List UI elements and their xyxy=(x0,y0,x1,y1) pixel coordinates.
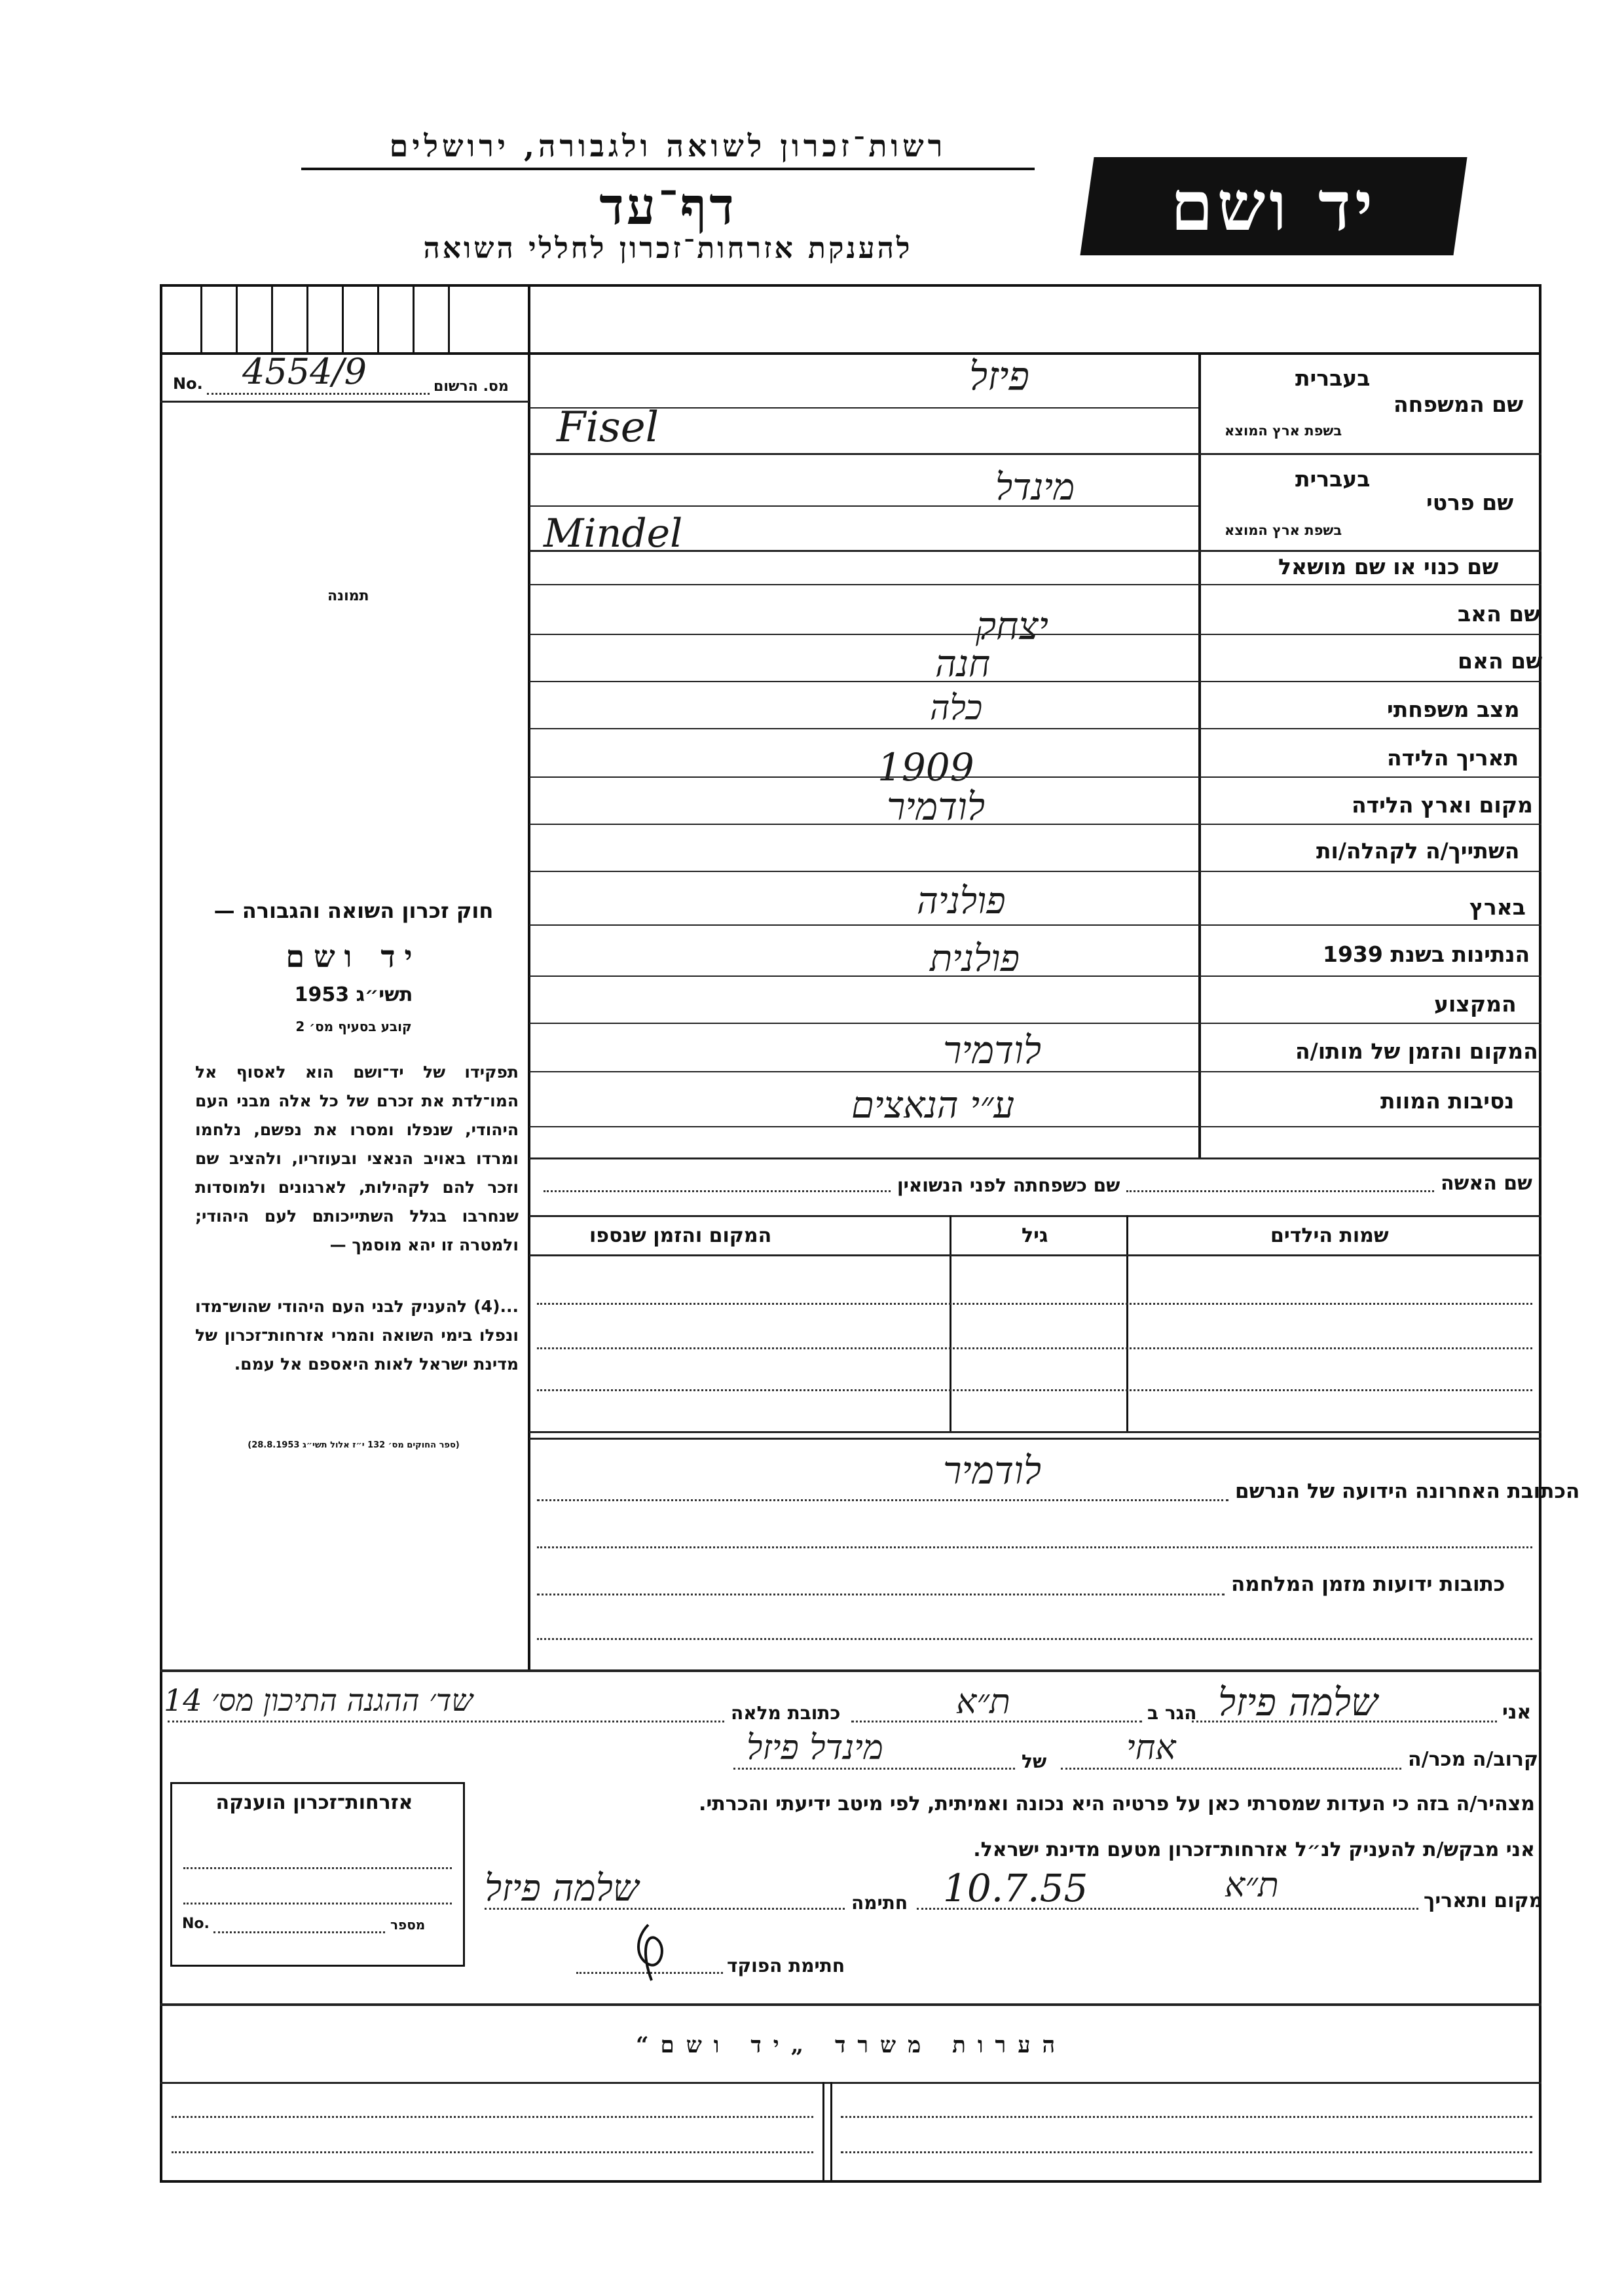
remarks-row xyxy=(172,2151,813,2153)
registration-line xyxy=(207,393,430,395)
death-circ-label: נסיבות המוות xyxy=(1380,1088,1515,1114)
full-address-label: כתובת מלאה xyxy=(731,1702,841,1724)
remarks-divider xyxy=(160,2003,1541,2006)
certificate-number-label: מספר xyxy=(390,1917,426,1933)
line xyxy=(529,924,1541,926)
date-value: 10.7.55 xyxy=(943,1866,1088,1910)
law-para-2: ...(4) להעניק לבני העם היהודי שהוש־מדו ונפלו בימי השואה והמרי אזרחות־זכרון של מדינת ישראל לאות היאספם אל עמם. xyxy=(195,1297,519,1374)
law-para-1: תפקידו של יד־ושם הוא לאסוף אל המו־לדת את זכרם של כל אלה מבני העם היהודי, שנפלו ומסרו את נפשם, נלחמו ומרדו באויב הנאצי ובעוזריו, ולהציב שם וזכר להם לקהילות, לארגונים ולמוסדות שנחרבו בגלל השתייכותם לעם היהודי; ולמטרה זו יהא מוסמך — xyxy=(195,1063,519,1254)
signature-label: חתימה xyxy=(851,1892,908,1914)
relative-value: אחי xyxy=(1126,1728,1176,1768)
line xyxy=(529,1438,1541,1440)
remarks-title: הערות משרד „יד ושם“ xyxy=(635,2032,1067,2058)
registration-prefix: No. xyxy=(173,374,203,393)
top-cell-divider xyxy=(342,284,344,355)
nickname-label: שם כנוי או שם מושאל xyxy=(1278,554,1499,579)
line xyxy=(529,681,1541,682)
i-label: אני xyxy=(1502,1701,1532,1724)
signature-value: שלמה פיזל xyxy=(485,1867,639,1910)
logo-text: יד ושם xyxy=(1170,166,1377,246)
remarks-row xyxy=(841,2151,1532,2153)
remarks-row xyxy=(841,2116,1532,2118)
line xyxy=(529,1431,1541,1433)
children-row xyxy=(537,1347,1532,1349)
certificate-line xyxy=(183,1867,452,1869)
of-value: מינדל פיזל xyxy=(747,1728,883,1768)
family-name-latin-value: Fisel xyxy=(557,403,659,452)
mother-label: שם האם xyxy=(1458,648,1543,674)
country-label: בארץ xyxy=(1469,894,1526,920)
address-line xyxy=(537,1638,1532,1640)
registration-label: מס. הרשום xyxy=(434,378,509,395)
birthdate-value: 1909 xyxy=(877,745,974,790)
wartime-address-label: כתובות ידועות מזמן המלחמה xyxy=(1231,1573,1505,1596)
law-year: תשי״ג 1953 xyxy=(294,983,413,1006)
law-source: (ספר החוקים מס׳ 132 י״ז אלול תשי״ג 28.8.1953) xyxy=(248,1440,460,1450)
photo-label: תמונה xyxy=(327,588,369,604)
birthplace-value: לודמיר xyxy=(887,784,985,829)
top-cell-divider xyxy=(236,284,238,355)
line xyxy=(529,824,1541,825)
death-circ-value: ע״י הנאצים xyxy=(851,1084,1015,1127)
left-column-divider xyxy=(528,284,530,1669)
of-label: של xyxy=(1022,1751,1047,1772)
org-line: רשות־זכרון לשואה ולגבורה, ירושלים xyxy=(301,128,1035,170)
first-name-label: שם פרטי xyxy=(1426,490,1514,515)
resides-label: הגר ב xyxy=(1147,1702,1197,1724)
marital-value: כלה xyxy=(930,689,983,728)
children-row xyxy=(537,1303,1532,1305)
certificate-title: אזרחות־זכרון הוענקה xyxy=(215,1791,413,1814)
children-header-place: המקום והזמן שנספו xyxy=(589,1224,772,1247)
wife-label: שם האשה xyxy=(1441,1172,1532,1195)
yad-vashem-logo xyxy=(1080,157,1467,255)
children-header-names: שמות הילדים xyxy=(1270,1224,1389,1247)
request-text: אני מבקש/ת להעניק לנ״ל אזרחות־זכרון מטעם מדינת ישראל. xyxy=(973,1838,1535,1861)
form-subtitle: להענקת אזרחות־זכרון לחללי השואה xyxy=(423,232,913,265)
remarks-row xyxy=(172,2116,813,2118)
line xyxy=(529,871,1541,872)
profession-label: המקצוע xyxy=(1434,991,1517,1017)
community-label: השתייך/ה לקהלה/ות xyxy=(1316,838,1520,864)
death-place-label: המקום והזמן של מותו/ה xyxy=(1295,1038,1538,1064)
place-value: ת״א xyxy=(1225,1866,1279,1905)
line xyxy=(529,776,1541,778)
wartime-line xyxy=(537,1594,1225,1595)
line xyxy=(529,1071,1541,1072)
top-cell-divider xyxy=(377,284,379,355)
line xyxy=(529,1254,1541,1256)
birthdate-label: תאריך הלידה xyxy=(1387,745,1519,771)
line xyxy=(529,975,1541,977)
remarks-line xyxy=(160,2082,1541,2084)
address-line xyxy=(537,1546,1532,1548)
maiden-label: שם כשפחתה לפני הנשואין xyxy=(897,1175,1120,1196)
place-date-label: מקום ותאריך xyxy=(1424,1889,1543,1912)
wife-line xyxy=(1126,1190,1434,1192)
first-name-hebrew-value: מינדל xyxy=(995,466,1075,509)
remarks-divider-vertical xyxy=(830,2082,832,2183)
family-name-label: שם המשפחה xyxy=(1393,392,1524,417)
family-name-hebrew-value: פיזל xyxy=(969,354,1029,399)
maiden-line xyxy=(544,1190,891,1192)
top-cell-divider xyxy=(200,284,202,355)
nationality-value: פולנית xyxy=(930,938,1020,980)
line xyxy=(529,1023,1541,1024)
top-cell-divider xyxy=(413,284,415,355)
last-address-label: הכתובת האחרונה הידועה של הנרשם xyxy=(1235,1480,1580,1503)
reg-divider xyxy=(160,401,529,403)
registration-number: 4554/9 xyxy=(242,351,367,392)
relative-line xyxy=(1061,1768,1401,1770)
law-name: יד ושם xyxy=(286,939,422,974)
family-name-hebrew-label: בעברית xyxy=(1295,365,1371,391)
declarant-name-value: שלמה פיזל xyxy=(1218,1680,1378,1724)
law-heading: חוק זכרון השואה והגבורה — xyxy=(213,898,494,923)
remarks-divider-vertical xyxy=(822,2082,824,2183)
marital-label: מצב משפחתי xyxy=(1387,697,1520,722)
declaration-text: מצהיר/ה בזה כי העדות שמסרתי כאן על פרטיה היא נכונה ואמיתית, לפי מיטב ידיעתי והכרתי. xyxy=(699,1793,1535,1815)
form-title: דף־עד xyxy=(599,177,737,236)
officer-label: חתימת הפוקד xyxy=(727,1955,845,1977)
country-value: פולניה xyxy=(917,880,1006,922)
line xyxy=(529,1157,1541,1159)
law-section: קובע בסעיף מס׳ 2 xyxy=(295,1019,412,1034)
relative-label: קרוב/ה מכר/ה xyxy=(1408,1748,1539,1771)
first-name-hebrew-label: בעברית xyxy=(1295,466,1371,492)
top-strip xyxy=(160,284,1541,355)
top-cell-divider xyxy=(448,284,450,355)
children-col-divider xyxy=(1126,1215,1128,1431)
death-place-value: לודמיר xyxy=(943,1028,1041,1072)
nationality-label: הנתינות בשנת 1939 xyxy=(1323,941,1530,967)
certificate-number-line xyxy=(213,1931,385,1933)
last-address-line xyxy=(537,1499,1228,1501)
line xyxy=(529,584,1541,585)
certificate-number-prefix: No. xyxy=(182,1916,210,1932)
line xyxy=(529,505,1198,507)
birthplace-label: מקום וארץ הלידה xyxy=(1352,792,1533,818)
of-line xyxy=(733,1768,1015,1770)
family-name-origin-label: בשפת ארץ המוצא xyxy=(1225,423,1342,439)
certificate-line xyxy=(183,1903,452,1904)
line xyxy=(529,1126,1541,1127)
full-address-line xyxy=(168,1721,724,1722)
line xyxy=(529,1215,1541,1217)
line xyxy=(529,453,1541,455)
children-row xyxy=(537,1389,1532,1391)
section-divider xyxy=(160,1669,1541,1672)
mother-value: חנה xyxy=(935,643,991,685)
first-name-latin-value: Mindel xyxy=(544,511,683,556)
label-column-divider xyxy=(1198,355,1201,1159)
line xyxy=(529,728,1541,729)
line xyxy=(529,550,1541,552)
officer-signature xyxy=(622,1918,701,1997)
children-col-divider xyxy=(950,1215,951,1431)
father-value: יצחק xyxy=(976,604,1048,648)
resides-value: ת״א xyxy=(956,1683,1010,1722)
full-address-value: שד׳ ההגנה התיכון מס׳ 14 xyxy=(164,1683,473,1718)
last-address-value: לודמיר xyxy=(943,1448,1041,1493)
children-header-age: גיל xyxy=(1022,1224,1048,1247)
line xyxy=(529,634,1541,635)
top-cell-divider xyxy=(271,284,273,355)
top-cell-divider xyxy=(306,284,308,355)
first-name-origin-label: בשפת ארץ המוצא xyxy=(1225,522,1342,538)
father-label: שם האב xyxy=(1458,601,1541,627)
